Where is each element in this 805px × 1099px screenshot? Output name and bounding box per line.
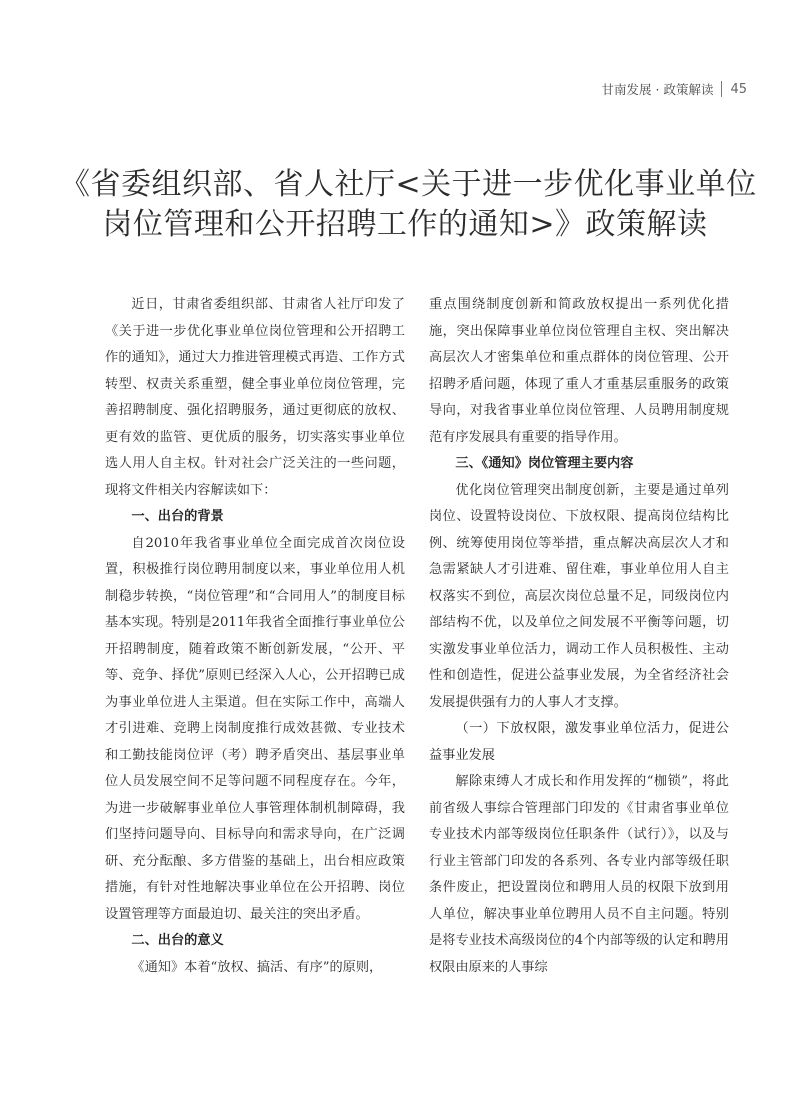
subsection-1-paragraph: 解除束缚人才成长和作用发挥的“枷锁”，将此前省级人事综合管理部门印发的《甘肃省事业单位专业技术内部等级岗位任职条件（试行）》，以及与行业主管部门印发的各系列、各专业内部等级任职条件废止，把设置岗位和聘用人员的权限下放到用人单位，解决事业单位聘用人员不自主问题。特别是将专业技术高级岗位的4个内部等级的认定和聘用权限由原来的人事综	[429, 774, 729, 975]
title-line-2: 岗位管理和公开招聘工作的通知>》政策解读	[102, 207, 708, 242]
section-1-paragraph: 自2010年我省事业单位全面完成首次岗位设置，积极推行岗位聘用制度以来，事业单位用人机制稳步转换，“岗位管理”和“合同用人”的制度目标基本实现。特别是2011年我省全面推行事业单位公开招聘制度，随着政策不断创新发展，“公开、平等、竞争、择优”原则已经深入人心，公开招聘已成为事业单位进人主渠道。但在实际工作中，高端人才引进难、竞聘上岗制度推行成效甚微、专业技术和工勤技能岗位评（考）聘矛盾突出、基层事业单位人员发展空间不足等问题不同程度存在。今年，为进一步破解事业单位人事管理体制机制障碍，我们坚持问题导向、目标导向和需求导向，在广泛调研、充分酝酿、多方借鉴的基础上，出台相应政策措施，有针对性地解决事业单位在公开招聘、岗位设置管理等方面最迫切、最关注的突出矛盾。	[105, 535, 405, 922]
left-column	[105, 292, 405, 981]
header-divider	[721, 81, 722, 97]
intro-paragraph: 近日，甘肃省委组织部、甘肃省人社厅印发了《关于进一步优化事业单位岗位管理和公开招聘工作的通知》，通过大力推进管理模式再造、工作方式转型、权责关系重塑，健全事业单位岗位管理，完善招聘制度、强化招聘服务，通过更彻底的放权、更有效的监管、更优质的服务，切实落实事业单位选人用人自主权。针对社会广泛关注的一些问题，现将文件相关内容解读如下：	[105, 297, 405, 498]
section-3-paragraph: 优化岗位管理突出制度创新，主要是通过单列岗位、设置特设岗位、下放权限、提高岗位结构比例、统筹使用岗位等举措，重点解决高层次人才和急需紧缺人才引进难、留住难，事业单位用人自主权落实不到位，高层次岗位总量不足，同级岗位内部结构不优，以及单位之间发展不平衡等问题，切实激发事业单位活力，调动工作人员积极性、主动性和创造性，促进公益事业发展，为全省经济社会发展提供强有力的人事人才支撑。	[429, 482, 729, 710]
section-2-paragraph-start: 《通知》本着“放权、搞活、有序”的原则，	[131, 959, 383, 975]
running-header	[602, 80, 747, 98]
section-1-heading: 一、出台的背景	[131, 509, 224, 524]
section-2-paragraph-continued: 重点围绕制度创新和简政放权提出一系列优化措施，突出保障事业单位岗位管理自主权、突出解决高层次人才密集单位和重点群体的岗位管理、公开招聘矛盾问题，体现了重人才重基层重服务的政策导向，对我省事业单位岗位管理、人员聘用制度规范有序发展具有重要的指导作用。	[429, 297, 729, 445]
section-2-heading: 二、出台的意义	[131, 933, 224, 948]
header-section-label: 甘南发展 · 政策解读	[601, 82, 714, 97]
subsection-1-heading: （一）下放权限，激发事业单位活力，促进公益事业发展	[429, 721, 729, 763]
page-number: 45	[730, 81, 747, 97]
section-3-heading: 三、《通知》岗位管理主要内容	[455, 456, 634, 471]
article-title	[60, 165, 757, 245]
title-line-1: 《省委组织部、省人社厅<关于进一步优化事业单位	[60, 167, 757, 202]
right-column	[429, 292, 729, 981]
